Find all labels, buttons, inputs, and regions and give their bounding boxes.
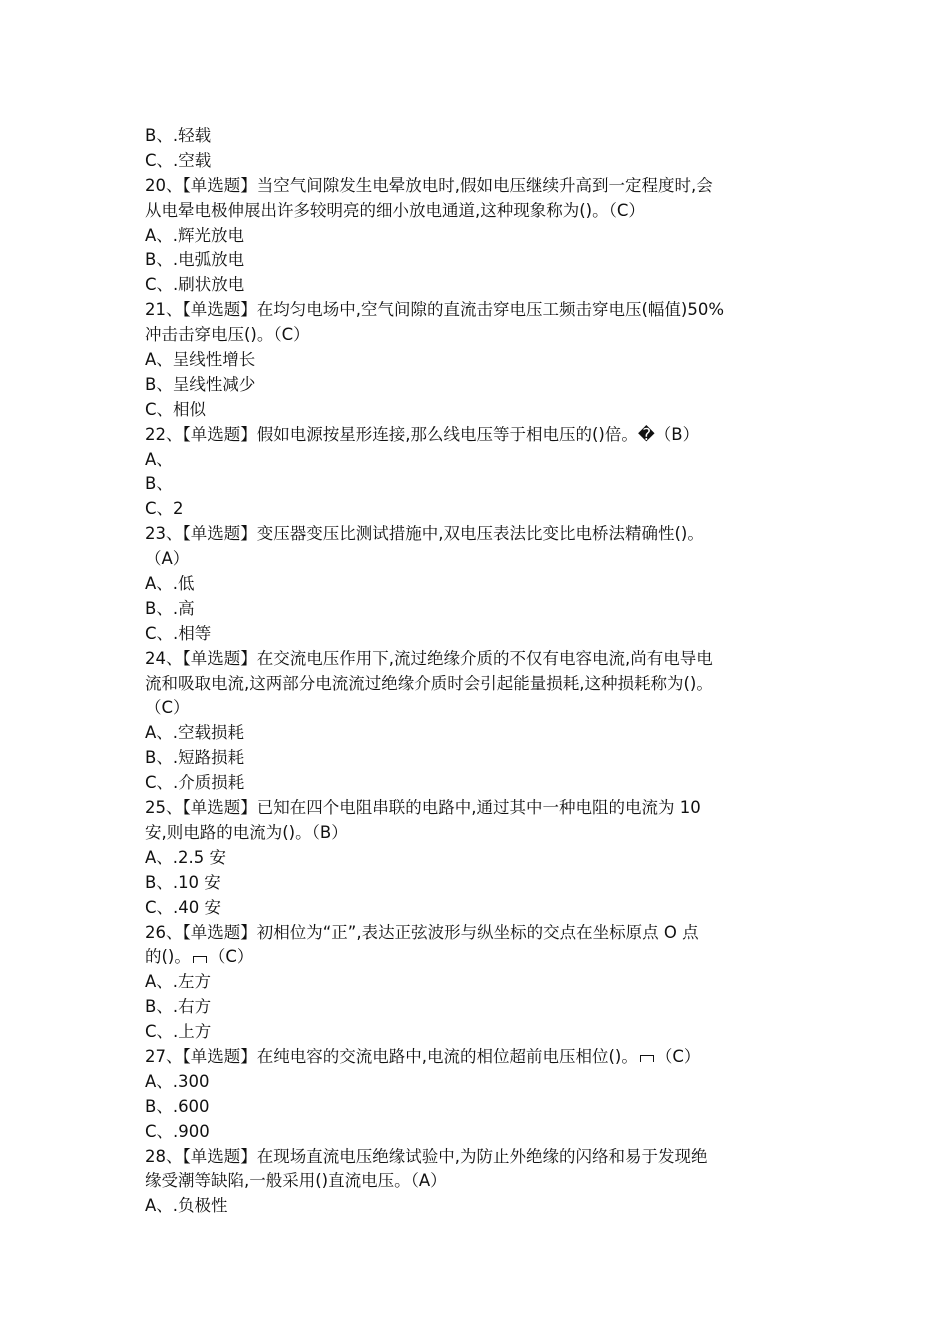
- question-28-text: 缘受潮等缺陷,一般采用()直流电压。（A）: [145, 1171, 447, 1191]
- option-line: A、.低: [145, 574, 195, 594]
- question-21-text: 21、【单选题】在均匀电场中,空气间隙的直流击穿电压工频击穿电压(幅值)50%: [145, 300, 725, 320]
- option-line: C、相似: [145, 399, 207, 419]
- question-20-text: 20、【单选题】当空气间隙发生电晕放电时,假如电压继续升高到一定程度时,会: [145, 175, 713, 195]
- question-24-text: 流和吸取电流,这两部分电流流过绝缘介质时会引起能量损耗,这种损耗称为()。: [145, 673, 713, 693]
- placeholder-mark-icon: [640, 1052, 654, 1062]
- option-line: A、: [145, 449, 173, 469]
- option-line: B、呈线性减少: [145, 374, 256, 394]
- question-27-text: [145, 1045, 810, 1070]
- question-24-text: （C）: [145, 698, 190, 718]
- option-line: A、.左方: [145, 972, 212, 992]
- question-23-text: （A）: [145, 549, 190, 569]
- option-line: B、: [145, 474, 173, 494]
- question-25-text: 25、【单选题】已知在四个电阻串联的电路中,通过其中一种电阻的电流为 10: [145, 798, 701, 818]
- option-line: A、呈线性增长: [145, 350, 256, 370]
- option-line: A、.辉光放电: [145, 225, 245, 245]
- question-20-text: 从电晕电极伸展出许多较明亮的细小放电通道,这种现象称为()。（C）: [145, 200, 645, 220]
- question-22-text: 22、【单选题】假如电源按星形连接,那么线电压等于相电压的()倍。�（B）: [145, 424, 700, 444]
- option-line: C、.相等: [145, 623, 212, 643]
- option-line: A、.负极性: [145, 1196, 228, 1216]
- option-line: B、.10 安: [145, 872, 221, 892]
- option-line: A、.2.5 安: [145, 847, 227, 867]
- option-line: B、.右方: [145, 997, 212, 1017]
- question-28-text: 28、【单选题】在现场直流电压绝缘试验中,为防止外绝缘的闪络和易于发现绝: [145, 1146, 708, 1166]
- option-line: C、.空载: [145, 150, 212, 170]
- question-23-text: 23、【单选题】变压器变压比测试措施中,双电压表法比变比电桥法精确性()。: [145, 524, 704, 544]
- question-26-answer: （C）: [208, 947, 254, 967]
- option-line: A、.空载损耗: [145, 723, 245, 743]
- question-21-text: 冲击击穿电压()。（C）: [145, 325, 310, 345]
- question-25-text: 安,则电路的电流为()。（B）: [145, 822, 348, 842]
- option-line: B、.600: [145, 1096, 210, 1116]
- option-line: C、.900: [145, 1121, 210, 1141]
- option-line: C、.刷状放电: [145, 275, 245, 295]
- option-line: B、.高: [145, 598, 195, 618]
- question-27-text-start: 27、【单选题】在纯电容的交流电路中,电流的相位超前电压相位()。: [145, 1046, 638, 1066]
- question-list: [145, 124, 810, 1219]
- question-27-answer: （C）: [655, 1046, 701, 1066]
- question-26-text: [145, 945, 810, 970]
- option-line: C、.上方: [145, 1022, 212, 1042]
- option-line: C、2: [145, 499, 184, 519]
- placeholder-mark-icon: [193, 953, 207, 963]
- option-line: B、.短路损耗: [145, 748, 245, 768]
- option-line: C、.40 安: [145, 897, 222, 917]
- question-26-text: 26、【单选题】初相位为“正”,表达正弦波形与纵坐标的交点在坐标原点 O 点: [145, 922, 699, 942]
- option-line: B、.轻载: [145, 126, 212, 145]
- option-line: C、.介质损耗: [145, 773, 245, 793]
- option-line: A、.300: [145, 1071, 210, 1091]
- option-line: B、.电弧放电: [145, 250, 245, 270]
- question-24-text: 24、【单选题】在交流电压作用下,流过绝缘介质的不仅有电容电流,尚有电导电: [145, 648, 713, 668]
- question-26-text-start: 的()。: [145, 947, 191, 967]
